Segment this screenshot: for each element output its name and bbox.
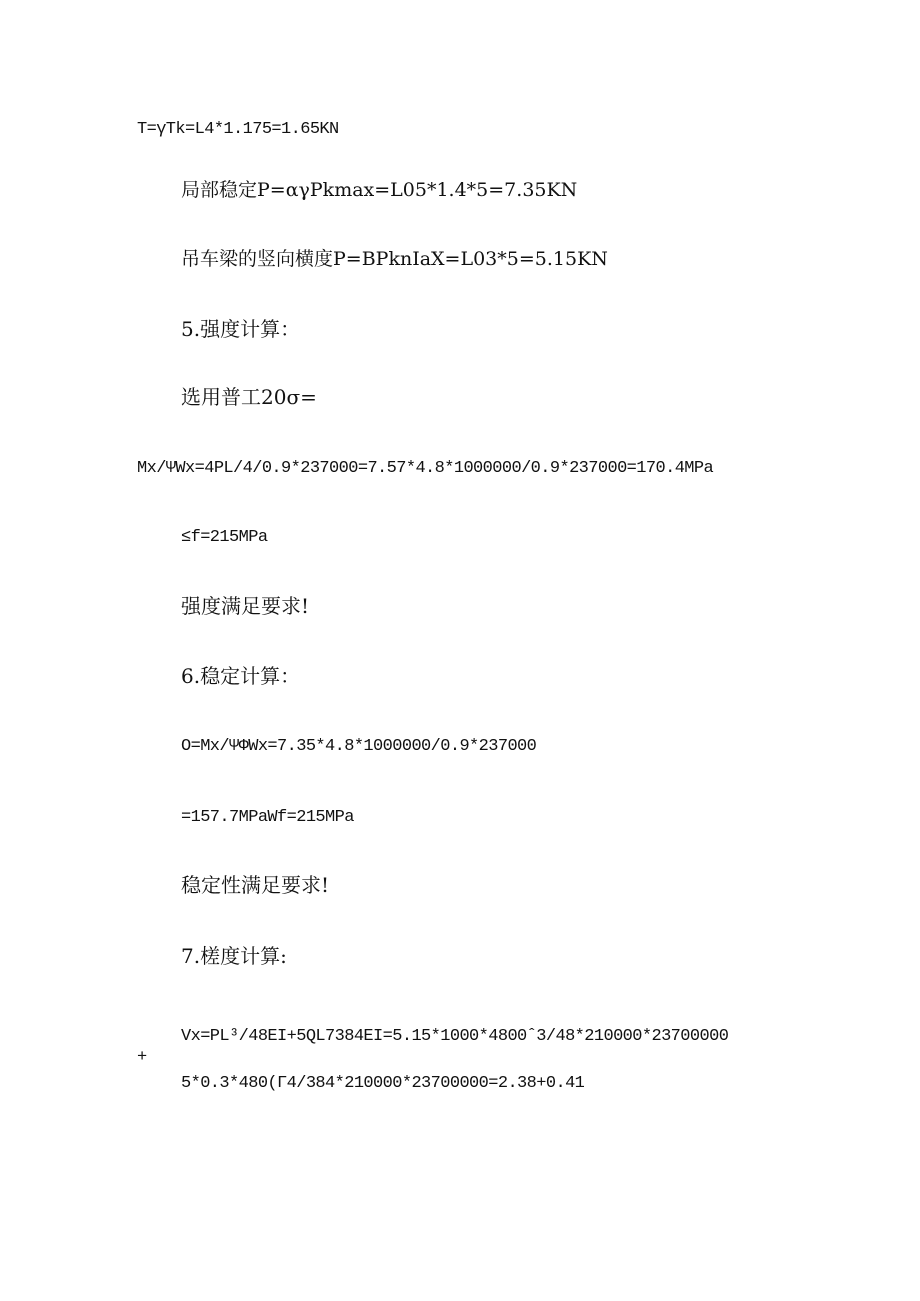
section-heading-stability: 6.稳定计算： <box>181 664 301 688</box>
stability-formula-line: O=Mx/ΨΦWx=7.35*4.8*1000000/0.9*237000 <box>181 737 537 756</box>
formula-line: T=γTk=L4*1.175=1.65KN <box>137 120 339 139</box>
section-heading-deflection: 7.槎度计算: <box>181 944 287 968</box>
vertical-load-line: 吊车梁的竖向横度P=BPknIaX=L03*5=5.15KN <box>181 248 608 270</box>
strength-formula-line: Mx/ΨWx=4PL/4/0.9*237000=7.57*4.8*1000000/0.9*237000=170.4MPa <box>137 459 714 478</box>
deflection-result-line: 5*0.3*480(Γ4/384*210000*23700000=2.38+0.41 <box>181 1074 585 1093</box>
local-stability-line: 局部稳定P=αγPkmax=L05*1.4*5=7.35KN <box>181 179 578 201</box>
strength-conclusion: 强度满足要求! <box>181 594 310 618</box>
deflection-formula-line: Vx=PL³/48EI+5QL7384EI=5.15*1000*4800ˆ3/48*210000*23700000 <box>181 1027 729 1046</box>
section-heading-strength: 5.强度计算： <box>181 317 301 341</box>
strength-limit-line: ≤f=215MPa <box>181 528 268 547</box>
selection-line: 选用普工20σ= <box>181 385 317 409</box>
stability-result-line: =157.7MPaWf=215MPa <box>181 808 354 827</box>
stability-conclusion: 稳定性满足要求! <box>181 873 330 897</box>
plus-sign: + <box>137 1048 147 1067</box>
